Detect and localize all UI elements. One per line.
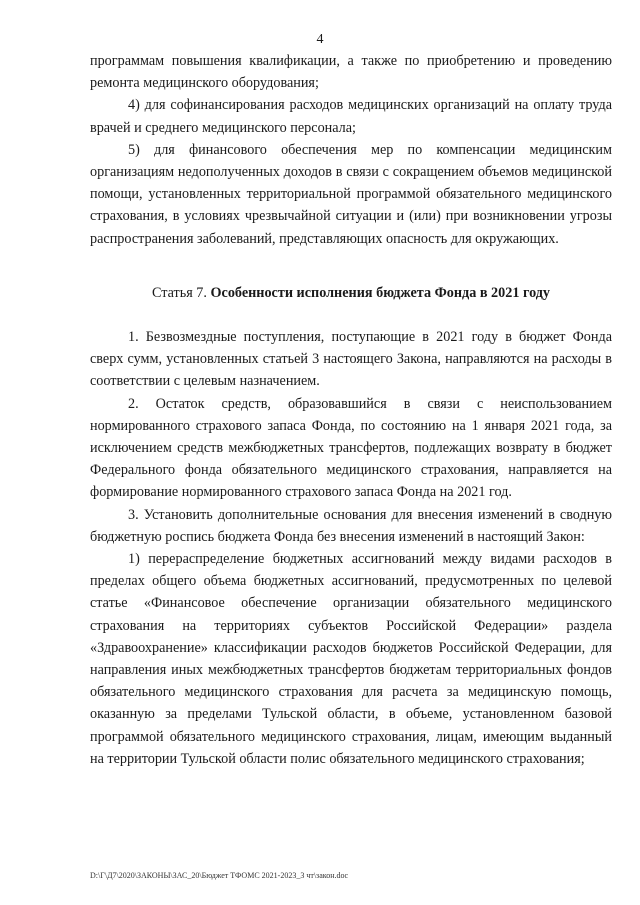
- document-body: [90, 50, 612, 770]
- footer-file-path: D:\Г\Д7\2020\ЗАКОНЫ\ЗАС_20\Бюджет ТФОМС 2021-2023_3 чт\закон.doc: [90, 871, 349, 880]
- paragraph-item-4: 4) для софинансирования расходов медицинских организаций на оплату труда врачей и среднего медицинского персонала;: [90, 97, 612, 136]
- paragraph-item-5: 5) для финансового обеспечения мер по компенсации медицинским организациям недополученных доходов в связи с сокращением объемов медицинской помощи, установленных территориальной программой обязательного медицинского страхования, в условиях чрезвычайной ситуации и (или) при возникновении угрозы распространения заболеваний, представляющих опасность для окружающих.: [90, 141, 612, 247]
- article-paragraph-3: 3. Установить дополнительные основания для внесения изменений в сводную бюджетную роспись бюджета Фонда без внесения изменений в настоящий Закон:: [90, 506, 612, 545]
- article-subparagraph-1: 1) перераспределение бюджетных ассигнований между видами расходов в пределах общего объема бюджетных ассигнований, предусмотренных по целевой статье «Финансовое обеспечение организации обязательного медицинского страхования на территориях субъектов Российской Федерации» раздела «Здравоохранение» классификации расходов бюджетов Российской Федерации, для направления иных межбюджетных трансфертов бюджетам территориальных фондов обязательного медицинского страхования для расчета за медицинскую помощь, оказанную за пределами Тульской области, в объеме, установленном базовой программой обязательного медицинского страхования, лицам, имеющим выданный на территории Тульской области полис обязательного медицинского страхования;: [90, 551, 612, 767]
- paragraph-continuation: программам повышения квалификации, а также по приобретению и проведению ремонта медицинского оборудования;: [90, 53, 612, 92]
- article-paragraph-2: 2. Остаток средств, образовавшийся в связи с неиспользованием нормированного страхового запаса Фонда, по состоянию на 1 января 2021 года, за исключением средств межбюджетных трансфертов, подлежащих возврату в бюджет Федерального фонда обязательного медицинского страхования, направляется на формирование нормированного страхового запаса Фонда на 2021 год.: [90, 395, 612, 501]
- article-paragraph-1: 1. Безвозмездные поступления, поступающие в 2021 году в бюджет Фонда сверх сумм, установленных статьей 3 настоящего Закона, направляются на расходы в соответствии с целевым назначением.: [90, 329, 612, 390]
- article-title: Особенности исполнения бюджета Фонда в 2021 году: [210, 284, 551, 301]
- page-number: 4: [316, 32, 324, 47]
- article-heading: [90, 282, 612, 304]
- article-prefix: Статья 7.: [151, 284, 207, 301]
